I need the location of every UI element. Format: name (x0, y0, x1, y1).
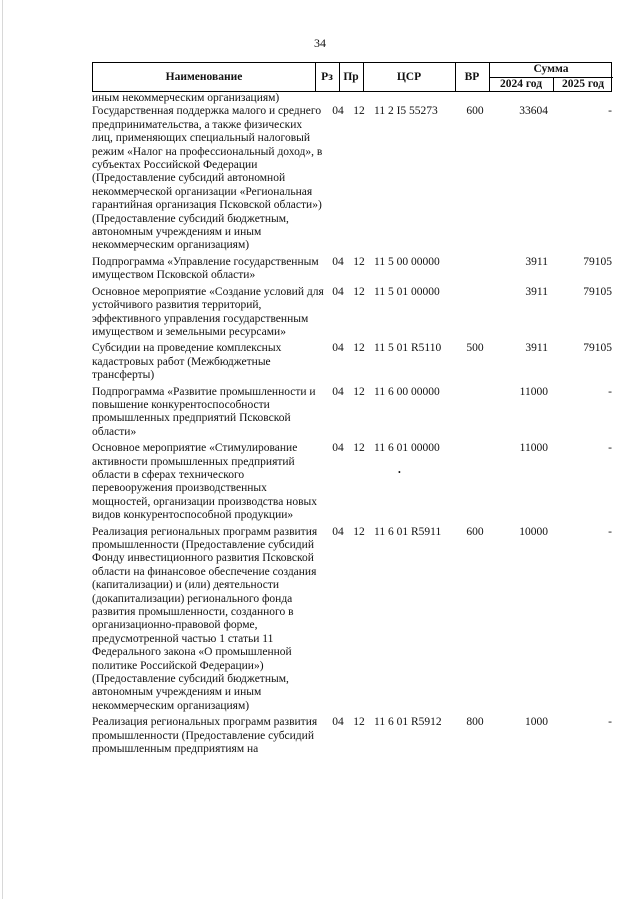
row-sum-2025: - (608, 525, 612, 538)
row-pr: 12 (353, 342, 365, 355)
table-row (92, 526, 612, 714)
row-csr: 11 6 00 00000 (374, 385, 440, 398)
row-rz: 04 (332, 525, 344, 538)
row-csr: 11 5 01 00000 (374, 285, 440, 298)
header-pr: Пр (343, 71, 359, 83)
header-name: Наименование (165, 71, 243, 83)
table-row (92, 92, 612, 105)
row-vr: 800 (466, 716, 484, 729)
scan-edge (2, 0, 3, 899)
table-row (92, 342, 612, 382)
row-name: Субсидии на проведение комплексных кадастровых работ (Межбюджетные трансферты) (92, 342, 282, 382)
row-sum-2025: - (608, 716, 612, 729)
row-rz: 04 (332, 342, 344, 355)
row-sum-2024: 1000 (525, 716, 548, 729)
row-csr: 11 6 01 R5912 (374, 716, 442, 729)
row-pr: 12 (353, 716, 365, 729)
row-pr: 12 (353, 385, 365, 398)
row-name: Основное мероприятие «Стимулирование активности промышленных предприятий области в сферах технического перевооружения производственных мощностей, организации производства новых видов конкурентоспособной продукции» (92, 442, 317, 522)
row-name: Основное мероприятие «Создание условий для устойчивого развития территорий, эффективного управления государственным имуществом и земельными ресурсами» (92, 285, 324, 338)
table-row (92, 442, 612, 522)
row-rz: 04 (332, 285, 344, 298)
header-vr: ВР (464, 71, 480, 83)
row-pr: 12 (353, 442, 365, 455)
row-pr: 12 (353, 285, 365, 298)
row-name: Подпрограмма «Управление государственным имуществом Псковской области» (92, 255, 319, 282)
row-sum-2024: 3911 (525, 255, 548, 268)
row-sum-2025: - (608, 385, 612, 398)
table-row (92, 716, 612, 756)
row-sum-2024: 33604 (519, 105, 548, 118)
header-sum: Сумма (533, 63, 569, 75)
row-name: Реализация региональных программ развития промышленности (Предоставление субсидий промышленным предприятиям на (92, 716, 318, 756)
table-row (92, 386, 612, 440)
row-rz: 04 (332, 105, 344, 118)
table-body (92, 92, 612, 757)
row-csr: 11 6 01 R5911 (374, 525, 442, 538)
row-csr: 11 2 I5 55273 (374, 105, 438, 118)
row-vr: 600 (466, 525, 484, 538)
row-rz: 04 (332, 255, 344, 268)
row-sum-2025: - (608, 105, 612, 118)
header-2024: 2024 год (499, 78, 543, 90)
row-name: иным некоммерческим организациям) (92, 92, 280, 104)
row-sum-2024: 11000 (519, 442, 548, 455)
row-name: Реализация региональных программ развития промышленности (Предоставление субсидий Фонду инвестиционного развития Псковской области на финансовое обеспечение создания (капитализации) и (или) деятельности (докапитализации) регионального фонда развития промышленности, созданного в организационно-правовой форме, предусмотренной частью 1 статьи 11 Федерального закона «О промышленной политике Российской Федерации») (Предоставление субсидий бюджетным, автономным учреждениям и иным некоммерческим организациям) (92, 525, 318, 712)
row-csr: 11 5 01 R5110 (374, 342, 442, 355)
row-sum-2025: 79105 (583, 255, 612, 268)
table-row (92, 105, 612, 252)
row-sum-2025: 79105 (583, 285, 612, 298)
row-sum-2024: 10000 (519, 525, 548, 538)
row-rz: 04 (332, 716, 344, 729)
row-pr: 12 (353, 525, 365, 538)
row-sum-2025: - (608, 442, 612, 455)
row-rz: 04 (332, 442, 344, 455)
table-row (92, 256, 612, 283)
table-header (92, 62, 612, 92)
row-sum-2024: 3911 (525, 342, 548, 355)
row-csr: 11 6 01 00000 (374, 442, 440, 455)
row-sum-2024: 3911 (525, 285, 548, 298)
row-csr: 11 5 00 00000 (374, 255, 440, 268)
table-row (92, 286, 612, 340)
row-name: Государственная поддержка малого и среднего предпринимательства, а также физических лиц, применяющих специальный налоговый режим «Налог на профессиональный доход», в субъектах Российской Федерации (Предоставление субсидий автономной некоммерческой организации «Региональная гарантийная организация Псковской области») (Предоставление субсидий бюджетным, автономным учреждениям и иным некоммерческим организациям) (92, 105, 323, 252)
page-number: 34 (314, 36, 326, 50)
row-rz: 04 (332, 385, 344, 398)
header-csr: ЦСР (396, 71, 422, 83)
row-vr: 500 (466, 342, 484, 355)
row-pr: 12 (353, 105, 365, 118)
row-sum-2024: 11000 (519, 385, 548, 398)
header-2025: 2025 год (561, 78, 605, 90)
row-vr: 600 (466, 105, 484, 118)
scan-speck: • (398, 468, 401, 478)
row-pr: 12 (353, 255, 365, 268)
header-rz: Рз (321, 71, 333, 83)
row-sum-2025: 79105 (583, 342, 612, 355)
row-name: Подпрограмма «Развитие промышленности и повышение конкурентоспособности промышленных предприятий Псковской области» (92, 385, 316, 438)
